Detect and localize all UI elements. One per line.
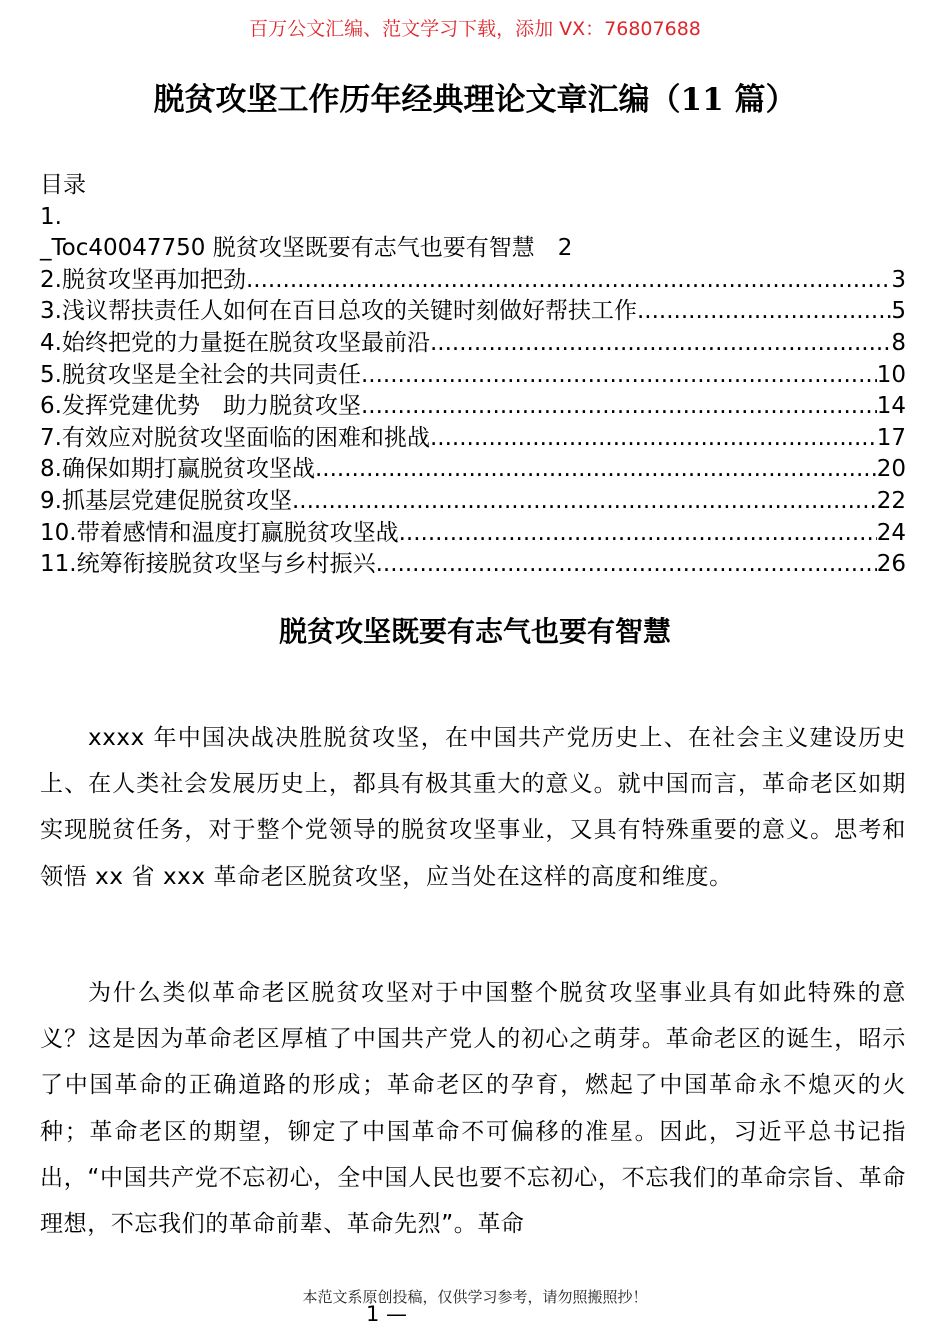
toc-entry[interactable] [40,328,906,360]
toc-entry[interactable] [40,549,906,581]
toc-leader-dots [399,518,877,550]
footer-disclaimer: 本范文系原创投稿，仅供学习参考，请勿照搬照抄！ [302,1288,648,1306]
toc-entry-page: 26 [876,551,906,578]
toc-entry-label: 11.统筹衔接脱贫攻坚与乡村振兴 [40,551,376,578]
toc-entry[interactable] [40,391,906,423]
toc-heading: 目录 [40,172,86,198]
toc-entry-page: 24 [876,519,906,546]
toc-leader-dots [292,486,877,518]
toc-first-number: 1. [40,203,62,230]
toc-entry[interactable] [40,486,906,518]
toc-entry[interactable] [40,360,906,392]
toc-entry[interactable] [40,296,906,328]
document-title: 脱贫攻坚工作历年经典理论文章汇编（11 篇） [153,82,797,118]
toc-entry[interactable] [40,423,906,455]
toc-entry-label: 8.确保如期打赢脱贫攻坚战 [40,456,315,483]
toc-entry-page: 17 [876,424,906,451]
article-heading: 脱贫攻坚既要有志气也要有智慧 [278,615,671,648]
toc-entry-label: 7.有效应对脱贫攻坚面临的困难和挑战 [40,424,430,451]
toc-leader-dots [361,391,877,423]
page-number: 1 — [366,1302,408,1326]
toc-entry-label: 5.脱贫攻坚是全社会的共同责任 [40,361,361,388]
toc-entry-page: 14 [876,393,906,420]
toc-leader-dots [430,328,891,360]
toc-leader-dots [637,296,891,328]
toc-entry-label: 4.始终把党的力量挺在脱贫攻坚最前沿 [40,329,430,356]
promo-banner: 百万公文汇编、范文学习下载，添加 VX：76807688 [249,18,701,40]
toc-leader-dots [376,549,877,581]
toc-entry-page: 20 [876,456,906,483]
toc-leader-dots [430,423,877,455]
toc-leader-dots [246,265,891,297]
toc-entry[interactable] [40,265,906,297]
toc-entry-page: 10 [876,361,906,388]
table-of-contents [40,170,906,581]
toc-leader-dots [315,454,877,486]
toc-entry[interactable]: _Toc40047750 脱贫攻坚既要有志气也要有智慧 2 [40,235,573,262]
toc-entry-page: 8 [891,329,906,356]
article-paragraph: 为什么类似革命老区脱贫攻坚对于中国整个脱贫攻坚事业具有如此特殊的意义？这是因为革命老区厚植了中国共产党人的初心之萌芽。革命老区的诞生，昭示了中国革命的正确道路的形成；革命老区的孕育，燃起了中国革命永不熄灭的火种；革命老区的期望，铆定了中国革命不可偏移的准星。因此，习近平总书记指出，“中国共产党不忘初心，全中国人民也要不忘初心，不忘我们的革命宗旨、革命理想，不忘我们的革命前辈、革命先烈”。革命 [40,980,906,1238]
toc-entry-label: 6.发挥党建优势 助力脱贫攻坚 [40,393,361,420]
toc-entry[interactable] [40,518,906,550]
toc-entry-label: 10.带着感情和温度打赢脱贫攻坚战 [40,519,399,546]
toc-leader-dots [361,360,877,392]
toc-entry[interactable] [40,454,906,486]
toc-entry-page: 22 [876,487,906,514]
toc-entry-label: 3.浅议帮扶责任人如何在百日总攻的关键时刻做好帮扶工作 [40,298,637,325]
toc-entry-label: 2.脱贫攻坚再加把劲 [40,266,246,293]
toc-entry-page: 5 [891,298,906,325]
toc-entry-page: 3 [891,266,906,293]
toc-entry-label: 9.抓基层党建促脱贫攻坚 [40,487,292,514]
article-paragraph: xxxx 年中国决战决胜脱贫攻坚，在中国共产党历史上、在社会主义建设历史上、在人类社会发展历史上，都具有极其重大的意义。就中国而言，革命老区如期实现脱贫任务，对于整个党领导的脱贫攻坚事业，又具有特殊重要的意义。思考和领悟 xx 省 xxx 革命老区脱贫攻坚，应当处在这样的高度和维度。 [40,725,906,890]
